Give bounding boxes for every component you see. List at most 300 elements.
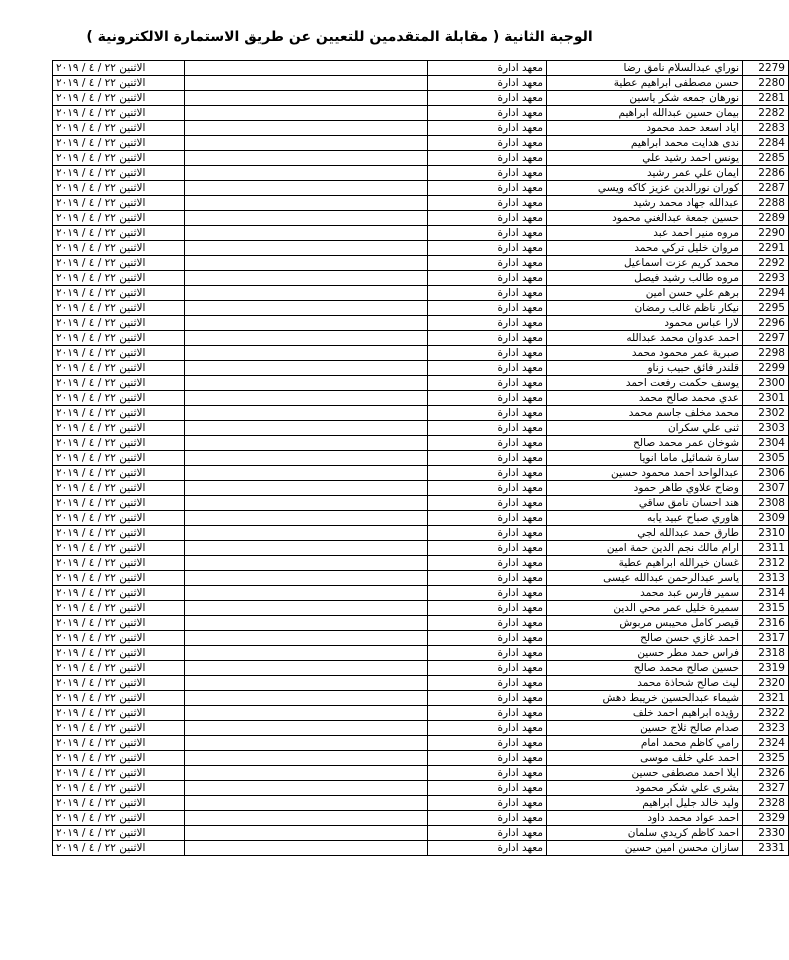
applicant-number-cell: 2315 [743,601,789,616]
applicant-name-cell: ايلا احمد مصطفى حسين [547,766,743,781]
empty-cell [185,706,428,721]
applicant-number-cell: 2297 [743,331,789,346]
empty-cell [185,286,428,301]
applicant-name-cell: نورهان جمعه شكر ياسين [547,91,743,106]
institute-cell: معهد ادارة [428,301,547,316]
applicants-table [52,60,789,856]
applicant-name-cell: مروه منير احمد عبد [547,226,743,241]
institute-cell: معهد ادارة [428,571,547,586]
institute-cell: معهد ادارة [428,526,547,541]
applicant-name-cell: ندى هدايت محمد ابراهيم [547,136,743,151]
institute-cell: معهد ادارة [428,541,547,556]
interview-date-cell: الاثنين ٢٢ / ٤ / ٢٠١٩ [53,766,185,781]
empty-cell [185,646,428,661]
institute-cell: معهد ادارة [428,181,547,196]
table-row [53,376,789,391]
interview-date-cell: الاثنين ٢٢ / ٤ / ٢٠١٩ [53,466,185,481]
applicant-name-cell: احمد غازي حسن صالح [547,631,743,646]
interview-date-cell: الاثنين ٢٢ / ٤ / ٢٠١٩ [53,451,185,466]
table-row [53,121,789,136]
applicant-name-cell: كوران نورالدين عزيز كاكه ويسي [547,181,743,196]
interview-date-cell: الاثنين ٢٢ / ٤ / ٢٠١٩ [53,826,185,841]
empty-cell [185,91,428,106]
applicant-name-cell: صبرية عمر محمود محمد [547,346,743,361]
interview-date-cell: الاثنين ٢٢ / ٤ / ٢٠١٩ [53,286,185,301]
applicant-name-cell: هاوري صباح عبيد يابه [547,511,743,526]
applicant-number-cell: 2318 [743,646,789,661]
empty-cell [185,376,428,391]
interview-date-cell: الاثنين ٢٢ / ٤ / ٢٠١٩ [53,241,185,256]
institute-cell: معهد ادارة [428,841,547,856]
applicant-name-cell: سميرة خليل عمر محي الدين [547,601,743,616]
table-row [53,271,789,286]
interview-date-cell: الاثنين ٢٢ / ٤ / ٢٠١٩ [53,841,185,856]
empty-cell [185,391,428,406]
applicant-number-cell: 2305 [743,451,789,466]
applicant-name-cell: ارام مالك نجم الدين حمة امين [547,541,743,556]
applicant-number-cell: 2280 [743,76,789,91]
applicant-name-cell: رامي كاظم محمد امام [547,736,743,751]
table-row [53,286,789,301]
interview-date-cell: الاثنين ٢٢ / ٤ / ٢٠١٩ [53,721,185,736]
applicant-number-cell: 2291 [743,241,789,256]
table-row [53,616,789,631]
institute-cell: معهد ادارة [428,316,547,331]
empty-cell [185,496,428,511]
applicant-name-cell: برهم علي حسن امين [547,286,743,301]
table-row [53,826,789,841]
empty-cell [185,691,428,706]
interview-date-cell: الاثنين ٢٢ / ٤ / ٢٠١٩ [53,796,185,811]
applicant-name-cell: يوسف حكمت رفعت احمد [547,376,743,391]
institute-cell: معهد ادارة [428,196,547,211]
institute-cell: معهد ادارة [428,661,547,676]
applicant-name-cell: ياسر عبدالرحمن عبدالله عيسى [547,571,743,586]
empty-cell [185,721,428,736]
applicant-name-cell: وضاح علاوي طاهر حمود [547,481,743,496]
empty-cell [185,826,428,841]
institute-cell: معهد ادارة [428,721,547,736]
applicant-number-cell: 2307 [743,481,789,496]
applicant-name-cell: محمد كريم عزت اسماعيل [547,256,743,271]
table-row [53,706,789,721]
table-row [53,481,789,496]
interview-date-cell: الاثنين ٢٢ / ٤ / ٢٠١٩ [53,616,185,631]
table-row [53,466,789,481]
empty-cell [185,571,428,586]
applicant-name-cell: عبدالواحد احمد محمود حسين [547,466,743,481]
applicant-name-cell: لارا عباس محمود [547,316,743,331]
applicant-name-cell: عبدالله جهاد محمد رشيد [547,196,743,211]
institute-cell: معهد ادارة [428,91,547,106]
empty-cell [185,676,428,691]
interview-date-cell: الاثنين ٢٢ / ٤ / ٢٠١٩ [53,436,185,451]
table-row [53,631,789,646]
institute-cell: معهد ادارة [428,706,547,721]
interview-date-cell: الاثنين ٢٢ / ٤ / ٢٠١٩ [53,346,185,361]
institute-cell: معهد ادارة [428,616,547,631]
empty-cell [185,226,428,241]
empty-cell [185,556,428,571]
applicant-name-cell: مروه طالب رشيد فيصل [547,271,743,286]
applicant-number-cell: 2283 [743,121,789,136]
interview-date-cell: الاثنين ٢٢ / ٤ / ٢٠١٩ [53,601,185,616]
institute-cell: معهد ادارة [428,286,547,301]
interview-date-cell: الاثنين ٢٢ / ٤ / ٢٠١٩ [53,736,185,751]
applicant-name-cell: غسان خيرالله ابراهيم عطية [547,556,743,571]
applicant-number-cell: 2300 [743,376,789,391]
applicant-number-cell: 2303 [743,421,789,436]
empty-cell [185,601,428,616]
institute-cell: معهد ادارة [428,406,547,421]
applicant-number-cell: 2290 [743,226,789,241]
table-row [53,601,789,616]
applicant-number-cell: 2317 [743,631,789,646]
table-row [53,721,789,736]
applicant-name-cell: اياد اسعد حمد محمود [547,121,743,136]
empty-cell [185,256,428,271]
empty-cell [185,316,428,331]
interview-date-cell: الاثنين ٢٢ / ٤ / ٢٠١٩ [53,526,185,541]
applicant-number-cell: 2323 [743,721,789,736]
applicant-number-cell: 2299 [743,361,789,376]
applicant-number-cell: 2310 [743,526,789,541]
interview-date-cell: الاثنين ٢٢ / ٤ / ٢٠١٩ [53,106,185,121]
table-row [53,526,789,541]
applicant-name-cell: نيكار ناظم غالب رمضان [547,301,743,316]
applicant-name-cell: حسن مصطفى ابراهيم عطية [547,76,743,91]
interview-date-cell: الاثنين ٢٢ / ٤ / ٢٠١٩ [53,226,185,241]
institute-cell: معهد ادارة [428,781,547,796]
table-row [53,586,789,601]
applicant-number-cell: 2331 [743,841,789,856]
institute-cell: معهد ادارة [428,136,547,151]
empty-cell [185,541,428,556]
interview-date-cell: الاثنين ٢٢ / ٤ / ٢٠١٩ [53,211,185,226]
applicant-name-cell: طارق حمد عبدالله لجي [547,526,743,541]
empty-cell [185,841,428,856]
empty-cell [185,166,428,181]
interview-date-cell: الاثنين ٢٢ / ٤ / ٢٠١٩ [53,301,185,316]
interview-date-cell: الاثنين ٢٢ / ٤ / ٢٠١٩ [53,376,185,391]
institute-cell: معهد ادارة [428,241,547,256]
table-row [53,796,789,811]
institute-cell: معهد ادارة [428,76,547,91]
applicant-name-cell: ليث صالح شحاذة محمد [547,676,743,691]
applicant-number-cell: 2293 [743,271,789,286]
interview-date-cell: الاثنين ٢٢ / ٤ / ٢٠١٩ [53,166,185,181]
table-row [53,391,789,406]
table-row [53,196,789,211]
table-row [53,571,789,586]
applicant-name-cell: حسين جمعة عبدالغني محمود [547,211,743,226]
table-row [53,766,789,781]
interview-date-cell: الاثنين ٢٢ / ٤ / ٢٠١٩ [53,631,185,646]
applicant-number-cell: 2295 [743,301,789,316]
empty-cell [185,466,428,481]
table-row [53,541,789,556]
empty-cell [185,61,428,76]
interview-date-cell: الاثنين ٢٢ / ٤ / ٢٠١٩ [53,661,185,676]
institute-cell: معهد ادارة [428,811,547,826]
interview-date-cell: الاثنين ٢٢ / ٤ / ٢٠١٩ [53,811,185,826]
page-title: الوجبة الثانية ( مقابلة المتقدمين للتعيين عن طريق الاستمارة الالكترونية ) [86,29,593,45]
empty-cell [185,481,428,496]
applicant-number-cell: 2329 [743,811,789,826]
institute-cell: معهد ادارة [428,691,547,706]
applicant-number-cell: 2309 [743,511,789,526]
empty-cell [185,361,428,376]
empty-cell [185,196,428,211]
institute-cell: معهد ادارة [428,736,547,751]
applicant-number-cell: 2302 [743,406,789,421]
applicant-name-cell: احمد علي خلف موسى [547,751,743,766]
institute-cell: معهد ادارة [428,766,547,781]
institute-cell: معهد ادارة [428,256,547,271]
table-row [53,226,789,241]
empty-cell [185,451,428,466]
interview-date-cell: الاثنين ٢٢ / ٤ / ٢٠١٩ [53,256,185,271]
institute-cell: معهد ادارة [428,466,547,481]
applicant-name-cell: بشرى علي شكر محمود [547,781,743,796]
institute-cell: معهد ادارة [428,271,547,286]
applicant-number-cell: 2311 [743,541,789,556]
table-row [53,511,789,526]
empty-cell [185,526,428,541]
empty-cell [185,421,428,436]
applicant-name-cell: احمد عواد محمد داود [547,811,743,826]
table-row [53,76,789,91]
empty-cell [185,346,428,361]
table-row [53,811,789,826]
applicant-name-cell: وليد خالد جليل ابراهيم [547,796,743,811]
applicant-number-cell: 2326 [743,766,789,781]
applicant-number-cell: 2306 [743,466,789,481]
applicant-number-cell: 2314 [743,586,789,601]
empty-cell [185,331,428,346]
interview-date-cell: الاثنين ٢٢ / ٤ / ٢٠١٩ [53,316,185,331]
applicant-number-cell: 2325 [743,751,789,766]
table-row [53,421,789,436]
applicant-name-cell: سارة شمائيل ماما انويا [547,451,743,466]
interview-date-cell: الاثنين ٢٢ / ٤ / ٢٠١٩ [53,676,185,691]
table-row [53,451,789,466]
applicant-number-cell: 2279 [743,61,789,76]
applicant-number-cell: 2281 [743,91,789,106]
empty-cell [185,76,428,91]
interview-date-cell: الاثنين ٢٢ / ٤ / ٢٠١٩ [53,541,185,556]
interview-date-cell: الاثنين ٢٢ / ٤ / ٢٠١٩ [53,481,185,496]
interview-date-cell: الاثنين ٢٢ / ٤ / ٢٠١٩ [53,646,185,661]
interview-date-cell: الاثنين ٢٢ / ٤ / ٢٠١٩ [53,496,185,511]
interview-date-cell: الاثنين ٢٢ / ٤ / ٢٠١٩ [53,511,185,526]
institute-cell: معهد ادارة [428,481,547,496]
institute-cell: معهد ادارة [428,631,547,646]
applicant-number-cell: 2288 [743,196,789,211]
table-row [53,346,789,361]
institute-cell: معهد ادارة [428,391,547,406]
interview-date-cell: الاثنين ٢٢ / ٤ / ٢٠١٩ [53,571,185,586]
interview-date-cell: الاثنين ٢٢ / ٤ / ٢٠١٩ [53,361,185,376]
applicant-number-cell: 2282 [743,106,789,121]
applicant-number-cell: 2327 [743,781,789,796]
interview-date-cell: الاثنين ٢٢ / ٤ / ٢٠١٩ [53,121,185,136]
applicant-number-cell: 2324 [743,736,789,751]
institute-cell: معهد ادارة [428,166,547,181]
table-row [53,736,789,751]
table-row [53,781,789,796]
applicant-number-cell: 2285 [743,151,789,166]
table-row [53,181,789,196]
interview-date-cell: الاثنين ٢٢ / ٤ / ٢٠١٩ [53,91,185,106]
institute-cell: معهد ادارة [428,106,547,121]
institute-cell: معهد ادارة [428,376,547,391]
empty-cell [185,511,428,526]
institute-cell: معهد ادارة [428,496,547,511]
applicant-name-cell: قلندر فائق حبيب زناو [547,361,743,376]
interview-date-cell: الاثنين ٢٢ / ٤ / ٢٠١٩ [53,136,185,151]
interview-date-cell: الاثنين ٢٢ / ٤ / ٢٠١٩ [53,556,185,571]
applicant-name-cell: احمد كاظم كريدي سلمان [547,826,743,841]
interview-date-cell: الاثنين ٢٢ / ٤ / ٢٠١٩ [53,691,185,706]
applicant-number-cell: 2316 [743,616,789,631]
applicant-number-cell: 2319 [743,661,789,676]
institute-cell: معهد ادارة [428,586,547,601]
interview-date-cell: الاثنين ٢٢ / ٤ / ٢٠١٩ [53,61,185,76]
empty-cell [185,106,428,121]
applicant-number-cell: 2292 [743,256,789,271]
empty-cell [185,661,428,676]
applicant-number-cell: 2308 [743,496,789,511]
applicant-name-cell: فراس حمد مطر حسين [547,646,743,661]
empty-cell [185,136,428,151]
applicant-name-cell: سمير فارس عبد محمد [547,586,743,601]
applicant-name-cell: صدام صالح ثلاج حسين [547,721,743,736]
applicant-number-cell: 2320 [743,676,789,691]
applicant-name-cell: ايمان علي عمر رشيد [547,166,743,181]
table-row [53,61,789,76]
empty-cell [185,436,428,451]
institute-cell: معهد ادارة [428,436,547,451]
institute-cell: معهد ادارة [428,676,547,691]
applicant-number-cell: 2330 [743,826,789,841]
applicant-name-cell: رؤيده ابراهيم احمد خلف [547,706,743,721]
interview-date-cell: الاثنين ٢٢ / ٤ / ٢٠١٩ [53,586,185,601]
institute-cell: معهد ادارة [428,751,547,766]
interview-date-cell: الاثنين ٢٢ / ٤ / ٢٠١٩ [53,706,185,721]
institute-cell: معهد ادارة [428,601,547,616]
applicant-number-cell: 2312 [743,556,789,571]
table-row [53,151,789,166]
interview-date-cell: الاثنين ٢٢ / ٤ / ٢٠١٩ [53,406,185,421]
applicant-name-cell: سازان محسن امين حسين [547,841,743,856]
applicant-name-cell: احمد عدوان محمد عبدالله [547,331,743,346]
table-row [53,691,789,706]
table-row [53,136,789,151]
applicant-name-cell: يونس احمد رشيد علي [547,151,743,166]
institute-cell: معهد ادارة [428,511,547,526]
applicant-name-cell: عدي محمد صالح محمد [547,391,743,406]
table-row [53,331,789,346]
table-row [53,646,789,661]
institute-cell: معهد ادارة [428,211,547,226]
empty-cell [185,406,428,421]
table-row [53,496,789,511]
table-row [53,166,789,181]
applicant-name-cell: نوراي عبدالسلام نامق رضا [547,61,743,76]
interview-date-cell: الاثنين ٢٢ / ٤ / ٢٠١٩ [53,421,185,436]
empty-cell [185,301,428,316]
interview-date-cell: الاثنين ٢٢ / ٤ / ٢٠١٩ [53,751,185,766]
empty-cell [185,631,428,646]
applicant-number-cell: 2289 [743,211,789,226]
applicant-number-cell: 2328 [743,796,789,811]
applicant-name-cell: قيصر كامل محيبس مربوش [547,616,743,631]
institute-cell: معهد ادارة [428,121,547,136]
applicant-number-cell: 2296 [743,316,789,331]
applicant-name-cell: هند احسان نامق ساقي [547,496,743,511]
applicant-number-cell: 2294 [743,286,789,301]
interview-date-cell: الاثنين ٢٢ / ٤ / ٢٠١٩ [53,331,185,346]
empty-cell [185,751,428,766]
empty-cell [185,271,428,286]
empty-cell [185,781,428,796]
institute-cell: معهد ادارة [428,151,547,166]
applicant-number-cell: 2301 [743,391,789,406]
table-row [53,241,789,256]
applicant-number-cell: 2298 [743,346,789,361]
applicant-name-cell: شيماء عبدالحسين خريبط دهش [547,691,743,706]
institute-cell: معهد ادارة [428,796,547,811]
interview-date-cell: الاثنين ٢٢ / ٤ / ٢٠١٩ [53,391,185,406]
table-row [53,316,789,331]
table-row [53,301,789,316]
table-row [53,436,789,451]
table-row [53,676,789,691]
empty-cell [185,766,428,781]
applicant-name-cell: محمد مخلف جاسم محمد [547,406,743,421]
table-row [53,361,789,376]
applicant-number-cell: 2286 [743,166,789,181]
empty-cell [185,796,428,811]
empty-cell [185,151,428,166]
institute-cell: معهد ادارة [428,826,547,841]
institute-cell: معهد ادارة [428,556,547,571]
applicants-table-body [53,61,789,856]
applicant-number-cell: 2284 [743,136,789,151]
applicant-number-cell: 2287 [743,181,789,196]
applicant-name-cell: مروان خليل تركي محمد [547,241,743,256]
empty-cell [185,241,428,256]
interview-date-cell: الاثنين ٢٢ / ٤ / ٢٠١٩ [53,196,185,211]
applicant-number-cell: 2304 [743,436,789,451]
table-row [53,841,789,856]
applicant-name-cell: ثنى علي سكران [547,421,743,436]
interview-date-cell: الاثنين ٢٢ / ٤ / ٢٠١٩ [53,151,185,166]
applicant-number-cell: 2313 [743,571,789,586]
interview-date-cell: الاثنين ٢٢ / ٤ / ٢٠١٩ [53,76,185,91]
empty-cell [185,811,428,826]
institute-cell: معهد ادارة [428,226,547,241]
institute-cell: معهد ادارة [428,361,547,376]
table-row [53,106,789,121]
applicant-number-cell: 2322 [743,706,789,721]
institute-cell: معهد ادارة [428,646,547,661]
table-row [53,661,789,676]
institute-cell: معهد ادارة [428,331,547,346]
institute-cell: معهد ادارة [428,346,547,361]
table-row [53,211,789,226]
